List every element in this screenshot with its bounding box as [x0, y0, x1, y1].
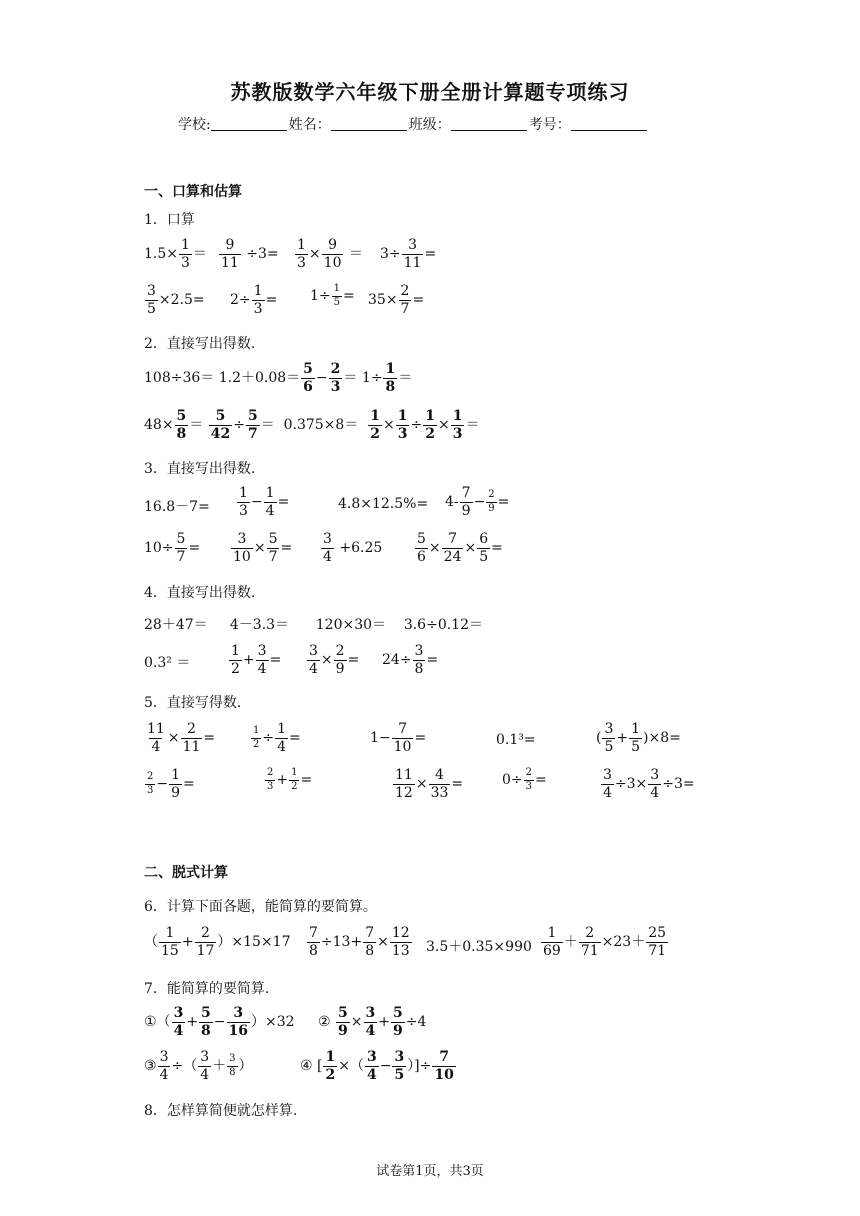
page-title: 苏教版数学六年级下册全册计算题专项练习 — [230, 80, 630, 104]
q3-expression-7: $\frac{3}{4}$ +6.25 — [323, 531, 383, 565]
q4-expression-5: 0.3² ＝ — [144, 655, 191, 671]
q6-expression-1: （ $\frac{1}{15}$ + $\frac{2}{17}$ ）×15×17 — [144, 925, 291, 959]
number-blank — [571, 116, 647, 131]
q1-expression-6: 2÷ $\frac{1}{3}$ = — [230, 283, 278, 317]
q2-row-1: 108÷36＝ 1.2＋0.08＝ $\frac{5}{6}$ − $\frac{2}{3}$ ＝ 1÷ $\frac{1}{8}$ ＝ — [144, 361, 413, 395]
q4-expression-8: 24÷ $\frac{3}{8}$ = — [382, 643, 439, 677]
school-label: 学校: — [178, 117, 211, 133]
q5-expression-1: $\frac{11}{4}$ × $\frac{2}{11}$ = — [147, 721, 216, 755]
q1-expression-3: $\frac{1}{3}$ × $\frac{9}{10}$ ＝ — [297, 237, 363, 271]
q7-expression-3: ③ $\frac{3}{4}$ ÷（ $\frac{3}{4}$ ＋ $\frac{3}{8}$ ） — [144, 1049, 253, 1083]
q1-expression-5: $\frac{3}{5}$ ×2.5= — [147, 283, 205, 317]
q3-expression-4: 4- $\frac{7}{9}$ − $\frac{2}{9}$ = — [445, 485, 510, 519]
school-blank — [211, 116, 287, 131]
q1-expression-8: 35× $\frac{2}{7}$ = — [368, 283, 425, 317]
q5-expression-10: $\frac{3}{4}$ ÷3× $\frac{3}{4}$ ÷3= — [603, 767, 695, 801]
q5-expression-5: ( $\frac{3}{5}$ + $\frac{1}{5}$ )×8= — [596, 721, 681, 755]
q5-expression-9: 0÷ $\frac{2}{3}$ = — [502, 767, 547, 792]
q5-expression-8: $\frac{11}{12}$ × $\frac{4}{33}$ = — [395, 767, 464, 801]
q4-expression-6: $\frac{1}{2}$ + $\frac{3}{4}$ = — [231, 643, 282, 677]
q1-expression-2: $\frac{9}{11}$ ÷3= — [221, 237, 279, 271]
question-8-label: 8．怎样算简便就怎样算. — [144, 1103, 298, 1119]
question-4-label: 4．直接写出得数. — [144, 585, 256, 601]
q4-expression-7: $\frac{3}{4}$ × $\frac{2}{9}$ = — [309, 643, 360, 677]
q6-expression-3: 3.5＋0.35×990 — [426, 939, 532, 955]
class-blank — [451, 116, 527, 131]
q5-expression-7: $\frac{2}{3}$ + $\frac{1}{2}$ = — [267, 767, 313, 792]
q3-expression-6: $\frac{3}{10}$ × $\frac{5}{7}$ = — [233, 531, 293, 565]
q5-expression-6: $\frac{2}{3}$ − $\frac{1}{9}$ = — [147, 767, 195, 801]
question-7-label: 7．能简算的要简算. — [144, 981, 270, 997]
q3-expression-2: $\frac{1}{3}$ − $\frac{1}{4}$ = — [239, 485, 290, 519]
student-info-line — [178, 114, 649, 134]
q7-expression-2: ② $\frac{5}{9}$ × $\frac{3}{4}$ + $\frac{5}{9}$ ÷4 — [318, 1005, 427, 1039]
name-label: 姓名： — [288, 117, 331, 133]
section-heading-1: 一、口算和估算 — [144, 184, 242, 200]
class-label: 班级： — [408, 117, 451, 133]
q7-expression-4: ④ [ $\frac{1}{2}$ ×（ $\frac{3}{4}$ − $\frac{3}{5}$ ）]÷ $\frac{7}{10}$ — [300, 1049, 454, 1083]
q3-expression-3: 4.8×12.5%= — [338, 496, 429, 512]
section-heading-2: 二、脱式计算 — [144, 865, 228, 881]
q3-expression-8: $\frac{5}{6}$ × $\frac{7}{24}$ × $\frac{6}{5}$ = — [417, 531, 503, 565]
q1-expression-1: 1.5× $\frac{1}{3}$ ＝ — [144, 237, 207, 271]
q3-expression-5: 10÷ $\frac{5}{7}$ = — [144, 531, 201, 565]
q5-expression-2: $\frac{1}{2}$ ÷ $\frac{1}{4}$ = — [253, 721, 301, 755]
question-6-label: 6．计算下面各题，能简算的要简算。 — [144, 899, 377, 915]
q7-expression-1: ①（ $\frac{3}{4}$ + $\frac{5}{8}$ − $\frac{3}{16}$ ）×32 — [144, 1005, 295, 1039]
question-1-label: 1．口算 — [144, 212, 195, 228]
q1-expression-7: 1÷ $\frac{1}{5}$ = — [310, 283, 355, 308]
q5-expression-3: 1− $\frac{7}{10}$ = — [370, 721, 427, 755]
q5-expression-4: 0.1³= — [496, 732, 536, 748]
q2-row-2: 48× $\frac{5}{8}$ ＝ $\frac{5}{42}$ ÷ $\frac{5}{7}$ ＝ 0.375×8＝ $\frac{1}{2}$ × $\frac{1}{3}$ ÷ $\frac{1}{2}$ × $\frac{1}{3}$ ＝ — [144, 408, 480, 442]
q1-expression-4: 3÷ $\frac{3}{11}$ = — [380, 237, 437, 271]
number-label: 考号： — [528, 117, 571, 133]
question-5-label: 5．直接写得数. — [144, 695, 242, 711]
q6-expression-2: $\frac{7}{8}$ ÷13+ $\frac{7}{8}$ × $\frac{12}{13}$ — [309, 925, 410, 959]
question-3-label: 3．直接写出得数. — [144, 461, 256, 477]
q6-expression-4: $\frac{1}{69}$ ＋ $\frac{2}{71}$ ×23＋ $\frac{25}{71}$ — [543, 925, 667, 959]
question-2-label: 2．直接写出得数. — [144, 336, 256, 352]
name-blank — [331, 116, 407, 131]
q4-row-1: 28＋47＝ 4－3.3＝ 120×30＝ 3.6÷0.12＝ — [144, 617, 483, 633]
q3-expression-1: 16.8－7= — [144, 499, 210, 515]
page-footer: 试卷第1页，共3页 — [376, 1164, 484, 1179]
